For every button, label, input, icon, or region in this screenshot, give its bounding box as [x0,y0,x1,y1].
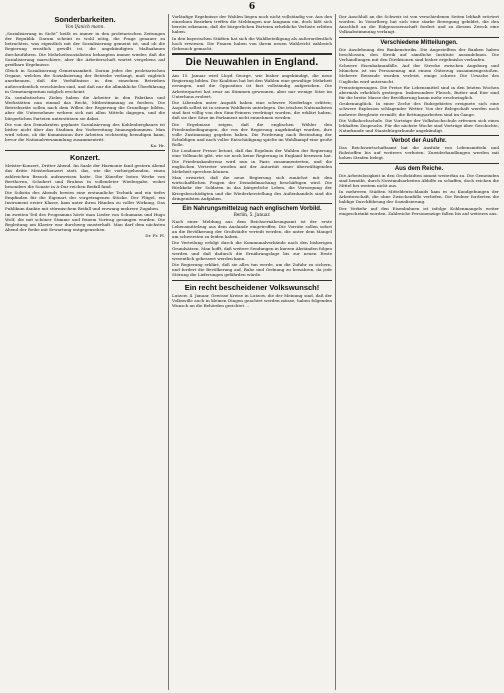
dateline: Berlin, 5. Januar. [233,212,271,218]
article-heading: Verschiedene Mitteilungen. [380,39,458,46]
divider [339,135,499,136]
divider [339,163,499,164]
paragraph: Meister-Konzert, Dritter Abend. Im Saale der Harmonie fand gestern Abend das dritte Meisterkonzert statt, das, wie die vorhergehenden, einen zahlreichen Besuch aufzuweisen hatte. Die Künstler boten Werke von Beethoven, Schubert und Brahms in vollendeter Wiedergabe, wobei besonders die Sonate in A-Dur reichen Beifall fand. [5,163,165,189]
paragraph: Die Verteilung erfolgt durch die Kommunalverbände nach den bisherigen Grundsätzen. Man hofft, daß weitere Sendungen in kurzen Abständen folgen werden und daß dadurch die Ernährungslage bis zur neuen Ernte wesentlich gebessert werden kann. [172,240,332,261]
paragraph: Die Solistin des Abends bewies eine erstaunliche Technik und ein tiefes Empfinden für die Eigenart der vorgetragenen Stücke. Der Flügel, ein Instrument erster Klasse, kam unter ihren Händen zu voller Wirkung. Das Publikum dankte mit stürmischem Beifall und erzwang mehrere Zugaben. [5,190,165,211]
column-middle [172,14,332,690]
article-heading: Sonderbarkeiten. [54,15,116,24]
byline: Ka. Hr. [150,143,165,149]
paragraph: Die Londoner Presse betont, daß das Ergebnis der Wahlen der Regierung eine Vollmacht gibt, wie sie noch keine Regierung in England besessen hat. Die Friedenskonferenz wird nun in Paris zusammentreten, und die englischen Vertreter werden mit der Autorität einer überwältigenden Mehrheit sprechen können. [172,148,332,174]
news-item: In mehreren Städten Mitteldeutschlands kam es zu Kundgebungen der Arbeiterschaft, die ohne Zwischenfälle verliefen. Die Redner forderten die baldige Durchführung der Sozialisierung. [339,189,499,205]
divider [339,37,499,38]
article-heading: Die Neuwahlen in England. [185,57,319,69]
paragraph: Die Liberalen unter Asquith haben eine schwere Niederlage erlitten; Asquith selbst ist in seinem Wahlkreis unterlegen. Die irischen Nationalisten sind fast völlig von den Sinn-Feinern verdrängt worden, die erklärt haben, daß sie ihre Sitze im Parlament nicht einnehmen werden. [172,99,332,121]
column-rule [335,14,336,690]
paragraph: Lutzow, 4. Januar. Gewisse Kreise in Lutzow, die der Meinung sind, daß der Volkswille auch in kleinen Dingen geachtet werden müsse, haben folgenden Wunsch an die Behörden gerichtet ... [172,292,332,308]
article-heading: Ein recht bescheidener Volkswunsch! [184,282,320,292]
paragraph: Die von den Demokraten geplante Sozialisierung des Kohlenbergbaues ist bisher nicht über das Stadium der Vorbereitung hinausgekommen. Man wird sehen, ob die Kommission ihre Arbeiten rechtzeitig beendigen kann, bevor die Nationalversammlung zusammentritt. [5,121,165,143]
paragraph: Am 15. Januar wird Lloyd George, wie bisher angekündigt, die neue Regierung bilden. Die Koalition hat bei den Wahlen eine gewaltige Mehrheit errungen, und die Opposition ist fast vollständig aufgerieben. Die Arbeiterpartei hat zwar an Stimmen gewonnen, aber nur wenige Sitze im Unterhaus erobert. [172,73,332,99]
paragraph: Die Ergebnisse zeigen, daß die englischen Wähler den Friedensbedingungen, die von der Regierung angekündigt wurden, ihre volle Zustimmung gegeben haben. Die Forderung nach Bestrafung der Schuldigen und nach voller Entschädigung spielte im Wahlkampf eine große Rolle. [172,121,332,148]
article-heading: Aus dem Reiche. [394,165,444,172]
paragraph: Der Anschluß an die Schweiz ist von verschiedenen Seiten lebhaft erörtert worden. In Vorarlberg hat sich eine starke Bewegung gebildet, die den Anschluß an die Eidgenossenschaft fordert und zu diesem Zweck eine Volksabstimmung verlangt. [339,14,499,35]
paragraph: Die Regierung erklärt, daß sie alles tun werde, um die Zufuhr zu sichern, und fordert die Bevölkerung auf, Ruhe und Ordnung zu bewahren, da jede Störung die Lieferungen gefährden würde. [172,262,332,278]
divider [5,150,165,151]
news-item: Die Ausdehnung des Bankenstreiks. Die Angestellten der Banken haben beschlossen, den Streik auf sämtliche Institute auszudehnen. Die Verhandlungen mit den Direktionen sind bisher ergebnislos verlaufen. [339,46,499,62]
article-heading: Konzert. [70,153,100,163]
page-number: 6 [248,2,256,12]
news-item: Schwere Eisenbahnunfälle. Auf der Strecke zwischen Augsburg und München ist ein Personenzug mit einem Güterzug zusammengestoßen. Mehrere Reisende wurden verletzt, einige schwer. Die Ursache des Unglücks wird untersucht. [339,63,499,84]
paragraph: Man erwartet, daß die neue Regierung sich zunächst mit den wirtschaftlichen Fragen der Demobilmachung beschäftigen wird. Die Rückkehr der Soldaten in das bürgerliche Leben, die Versorgung der Kriegsbeschädigten und die Wiederherstellung des Außenhandels sind die dringendsten Aufgaben. [172,175,332,201]
paragraph: „Sozialisierung in Sicht“ heißt es immer in den proletarischen Zeitungen der Republik. Darum scheint es wohl nötig, die Frage genauer zu betrachten, was eigentlich mit der Sozialisierung gemeint ist, und ob die Regierung ernstlich gewillt ist, die angekündigten Maßnahmen durchzuführen. Die Mehrheitssozialisten behaupten immer wieder, daß die Sozialisierung marschiere, aber die Arbeiterschaft wartet vergebens auf greifbare Ergebnisse. [5,31,165,67]
paragraph: Das Reichswirtschaftsamt hat die Ausfuhr von Lebensmitteln und Rohstoffen bis auf weiteres verboten. Zuwiderhandlungen werden mit hohen Strafen belegt. [339,145,499,161]
article-heading: Ein Nahrungsmittelzug nach englischem Vorbild. [182,205,322,212]
paragraph: Vorläufige Ergebnisse der Wahlen liegen noch nicht vollständig vor. Aus den einzelnen Bezirken treffen die Meldungen nur langsam ein, doch läßt sich bereits erkennen, daß die bürgerlichen Parteien erhebliche Verluste erlitten haben. [172,14,332,35]
paragraph: Zu sozialistischen Zielen haben die Arbeiter in den Fabriken und Werkstätten nun einmal das Recht, Mitbestimmung zu fordern. Die Betriebsräte sollen nach dem Willen der Regierung die Grundlage bilden, aber die Unternehmer wehren sich mit allen Mitteln dagegen, und die bürgerlichen Parteien unterstützen sie dabei. [5,94,165,121]
byline: Dr. Fr. Pl. [145,233,165,239]
divider [172,70,332,71]
column-left [5,14,165,690]
divider [172,53,332,55]
paragraph: Gleich in Sozialisierung Gemeinsamkeit. Darum jedes der proletarischen Organe, welches die Sozialisierung der Betriebe verlangt, muß zugleich anerkennen, daß die Verhältnisse in den einzelnen Betrieben außerordentlich verschieden sind, und daß nur die allmähliche Überführung in Gemeineigentum möglich erscheint. [5,68,165,94]
news-item: Der Verkehr auf den Eisenbahnen ist infolge Kohlenmangels weiter eingeschränkt worden. Zahlreiche Personenzüge fallen bis auf weiteres aus. [339,205,499,216]
paragraph: In den bayerischen Städten hat sich die Wahlbeteiligung als außerordentlich hoch erwiesen. Die Frauen haben von ihrem neuen Wahlrecht zahlreich Gebrauch gemacht. [172,35,332,51]
article-heading: Verbot der Ausfuhr. [391,138,447,145]
paragraph: Im zweiten Teil des Programms hörte man Lieder von Schumann und Hugo Wolf, die mit schöner Stimme und feinem Vortrag gesungen wurden. Die Begleitung am Klavier war durchweg musterhaft. Man darf dem nächsten Abend der Reihe mit Erwartung entgegensehen. [5,211,165,233]
news-item: Preissteigerungen. Die Preise für Lebensmittel sind in den letzten Wochen abermals erheblich gestiegen. Insbesondere Fleisch, Butter und Eier sind für die breite Masse der Bevölkerung kaum mehr erschwinglich. [339,84,499,101]
news-item: Grubenunglück. In einer Zeche des Ruhrgebietes ereignete sich eine schwere Explosion schlagender Wetter. Von der Belegschaft werden noch mehrere Bergleute vermißt; die Rettungsarbeiten sind im Gange. [339,101,499,117]
news-item: Die Arbeitslosigkeit in den Großstädten nimmt weiterhin zu. Die Gemeinden sind bemüht, durch Notstandsarbeiten Abhilfe zu schaffen, doch reichen die Mittel bei weitem nicht aus. [339,172,499,188]
news-item: Die Volkshochschule. Die Vorträge der Volkshochschule erfreuen sich eines lebhaften Zuspruchs. Für die nächste Woche sind Vorträge über Geschichte, Naturkunde und Staatsbürgerkunde angekündigt. [339,117,499,133]
column-right [339,14,499,690]
paragraph: Nach einer Meldung aus dem Reichsernährungsamt ist der erste Lebensmittelzug aus dem Auslande eingetroffen. Die Vorräte sollen sofort an die Bevölkerung der Großstädte verteilt werden, die unter dem Mangel am schwersten zu leiden haben. [172,218,332,240]
article-subtitle: Von Ifanich mann. [65,25,105,30]
column-rule [168,14,169,690]
divider [172,203,332,204]
divider [172,280,332,281]
